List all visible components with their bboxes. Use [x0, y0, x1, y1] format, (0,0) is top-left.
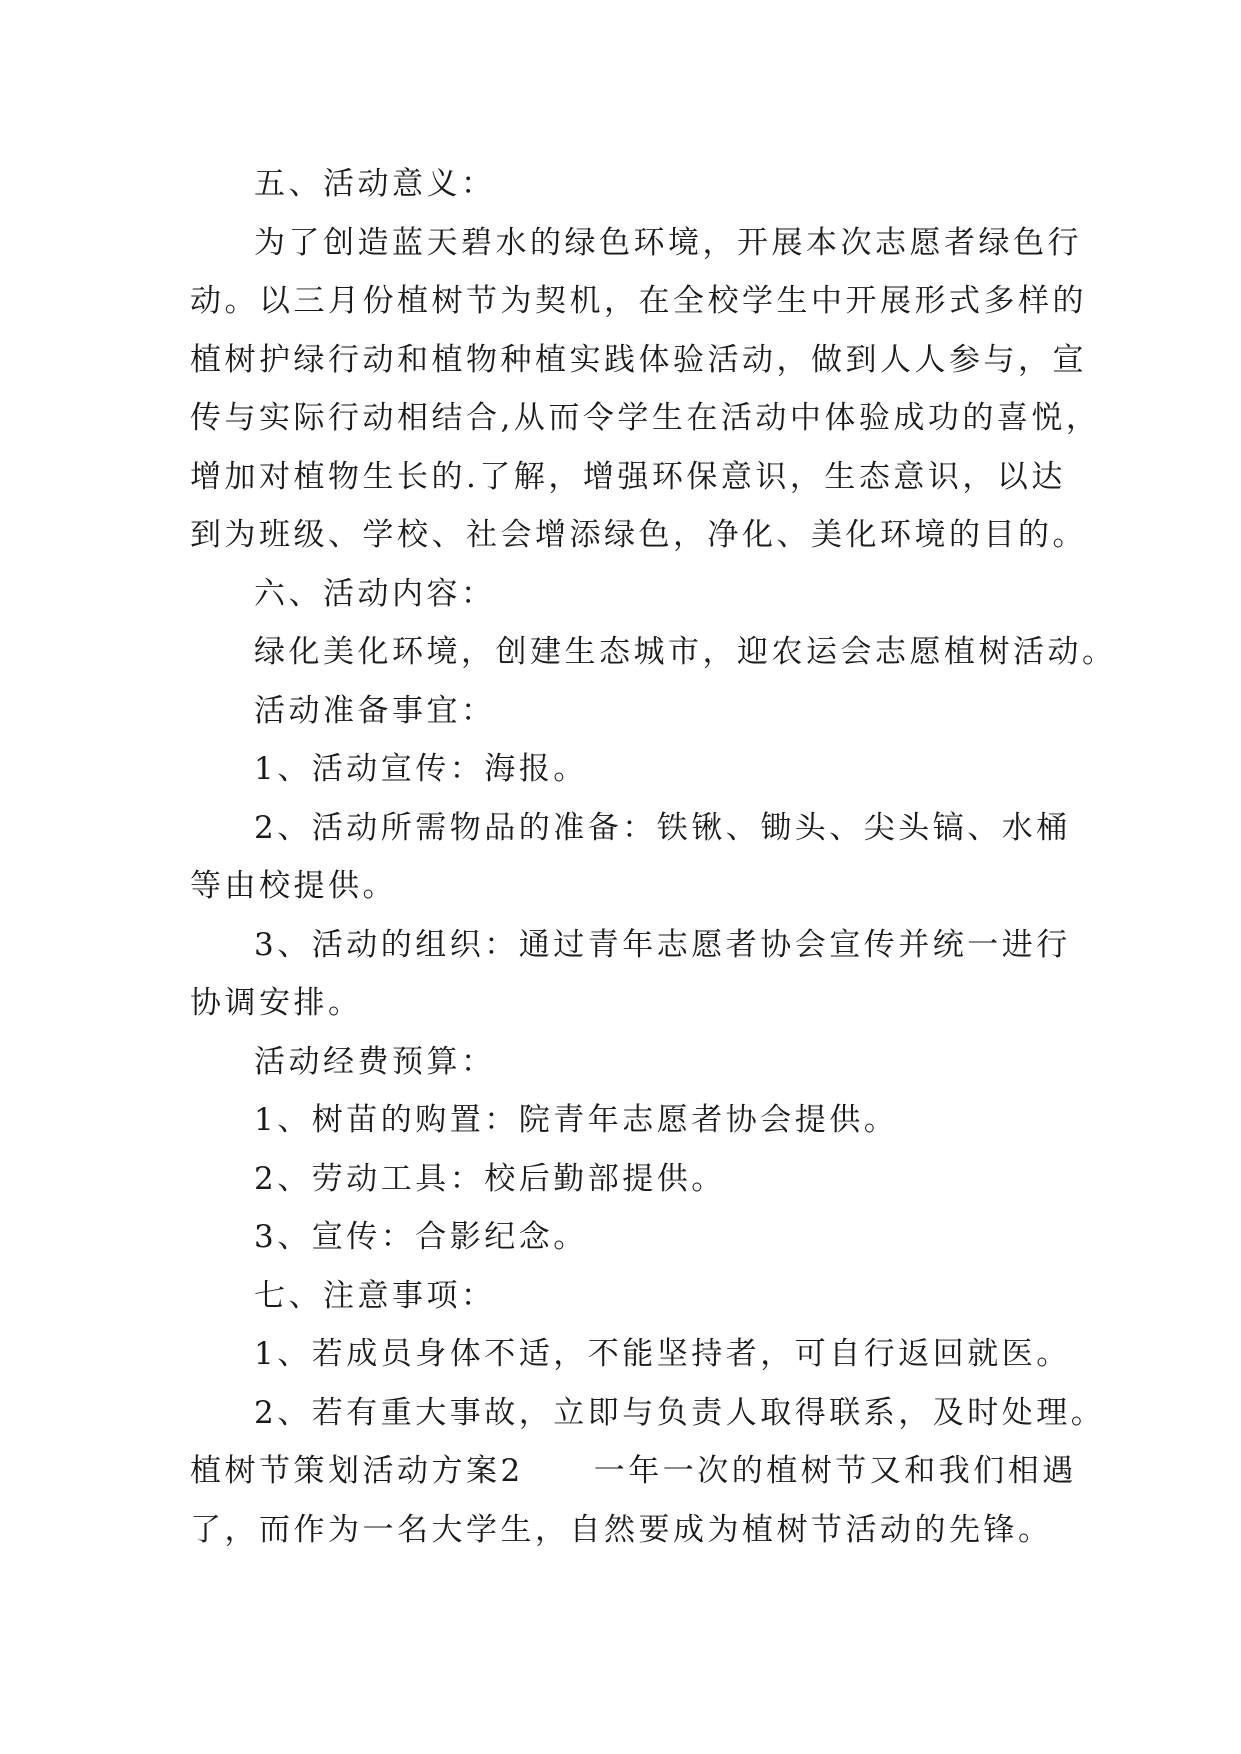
- title-line: [190, 1442, 1077, 1501]
- paragraph-line: 增加对植物生长的.了解，增强环保意识，生态意识，以达: [190, 458, 1066, 495]
- section-heading-notes: 七、注意事项：: [254, 1277, 496, 1314]
- list-item: 2、劳动工具：校后勤部提供。: [254, 1160, 726, 1197]
- list-item: 3、活动的组织：通过青年志愿者协会宣传并统一进行: [254, 926, 1071, 963]
- paragraph-line: 为了创造蓝天碧水的绿色环境，开展本次志愿者绿色行: [254, 224, 1082, 261]
- list-item: 3、宣传：合影纪念。: [254, 1219, 588, 1255]
- paragraph-start: 一年一次的植树节又和我们相遇: [593, 1453, 1077, 1489]
- list-item-continuation: 协调安排。: [190, 985, 363, 1021]
- subheading-budget: 活动经费预算：: [254, 1043, 496, 1080]
- paragraph-line: 到为班级、学校、社会增添绿色，净化、美化环境的目的。: [190, 517, 1087, 553]
- paragraph-line: 动。以三月份植树节为契机，在全校学生中开展形式多样的: [190, 283, 1087, 319]
- paragraph-line: 绿化美化环境，创建生态城市，迎农运会志愿植树活动。: [254, 634, 1117, 670]
- paragraph-line: 植树护绿行动和植物种植实践体验活动，做到人人参与，宣: [190, 341, 1087, 378]
- list-item: 2、活动所需物品的准备：铁锹、锄头、尖头镐、水桶: [254, 809, 1071, 846]
- subheading-preparation: 活动准备事宜：: [254, 692, 496, 729]
- list-item-continuation: 等由校提供。: [190, 868, 397, 904]
- plan-title: 植树节策划活动方案2: [190, 1453, 524, 1489]
- document-body: [190, 155, 1117, 1559]
- list-item: 1、树苗的购置：院青年志愿者协会提供。: [254, 1102, 899, 1138]
- section-heading-content: 六、活动内容：: [254, 575, 496, 612]
- paragraph-line: 传与实际行动相结合,从而令学生在活动中体验成功的喜悦，: [190, 400, 1101, 436]
- list-item: 1、若成员身体不适，不能坚持者，可自行返回就医。: [254, 1336, 1071, 1372]
- list-item: 2、若有重大事故，立即与负责人取得联系，及时处理。: [254, 1394, 1106, 1431]
- paragraph-line: 了，而作为一名大学生，自然要成为植树节活动的先锋。: [190, 1511, 1053, 1548]
- list-item: 1、活动宣传：海报。: [254, 751, 588, 787]
- section-heading-significance: 五、活动意义：: [254, 166, 496, 202]
